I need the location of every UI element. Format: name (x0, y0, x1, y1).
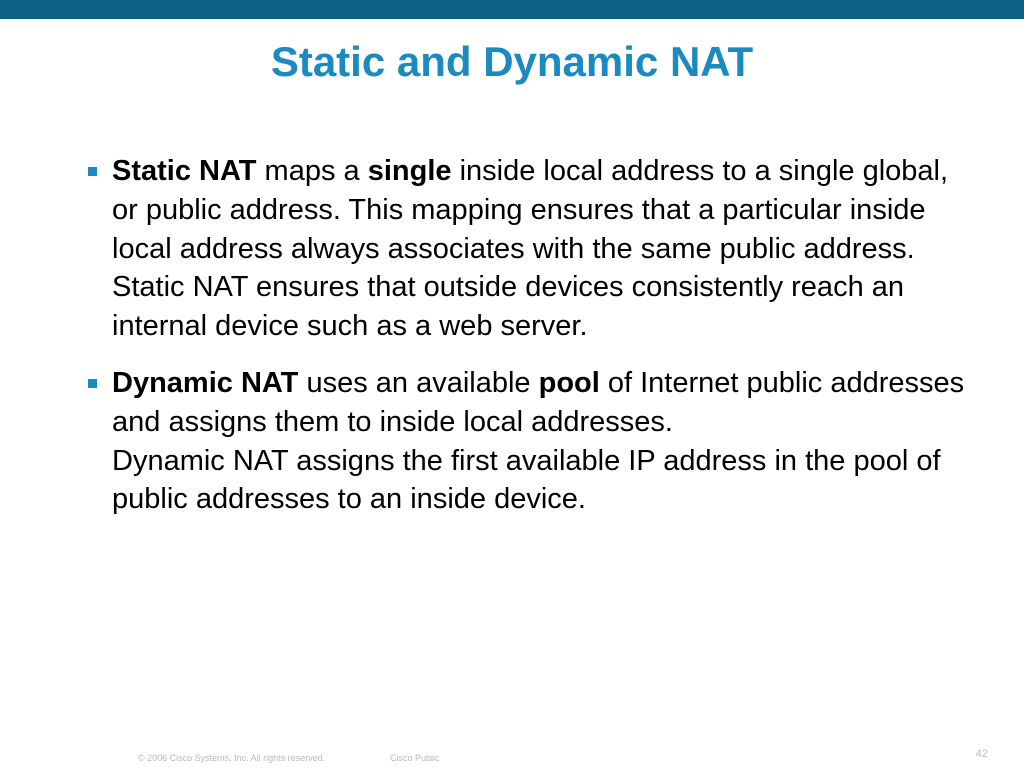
footer-classification: Cisco Public (390, 753, 440, 763)
page-number: 42 (975, 748, 988, 760)
bullet-term: Dynamic NAT (112, 366, 299, 399)
bullet-emphasis: single (367, 155, 452, 187)
bullet-text-part: uses an available (298, 366, 539, 399)
footer-copyright: © 2006 Cisco Systems, Inc. All rights reserved. (138, 753, 326, 763)
bullet-text-part: maps a (256, 155, 368, 187)
bullet-main-sentence (112, 364, 968, 442)
bullet-text-part: inside local address to a single global, or public address. This mapping ensures that a particular inside local address always associates with the same public address. (112, 155, 949, 265)
square-bullet-icon (88, 167, 97, 176)
bullet-extra-sentence: Static NAT ensures that outside devices consistently reach an internal device such as a web server. (112, 271, 905, 343)
bullet-main-sentence (112, 152, 968, 268)
bullet-emphasis: pool (538, 366, 600, 399)
bullet-text (112, 152, 968, 346)
bullet-text (112, 364, 968, 519)
bullet-dynamic-nat (88, 364, 968, 519)
bullet-text-part: of Internet public addresses and assigns them to inside local addresses. (112, 366, 965, 438)
bullet-term: Static NAT (112, 155, 257, 187)
slide-title: Static and Dynamic NAT (270, 38, 754, 85)
bullet-extra-sentence: Dynamic NAT assigns the first available IP address in the pool of public addresses to an inside device. (112, 444, 941, 516)
bullet-list (88, 152, 968, 519)
top-banner-bar (0, 0, 1024, 19)
bullet-static-nat (88, 152, 968, 346)
square-bullet-icon (88, 379, 97, 388)
